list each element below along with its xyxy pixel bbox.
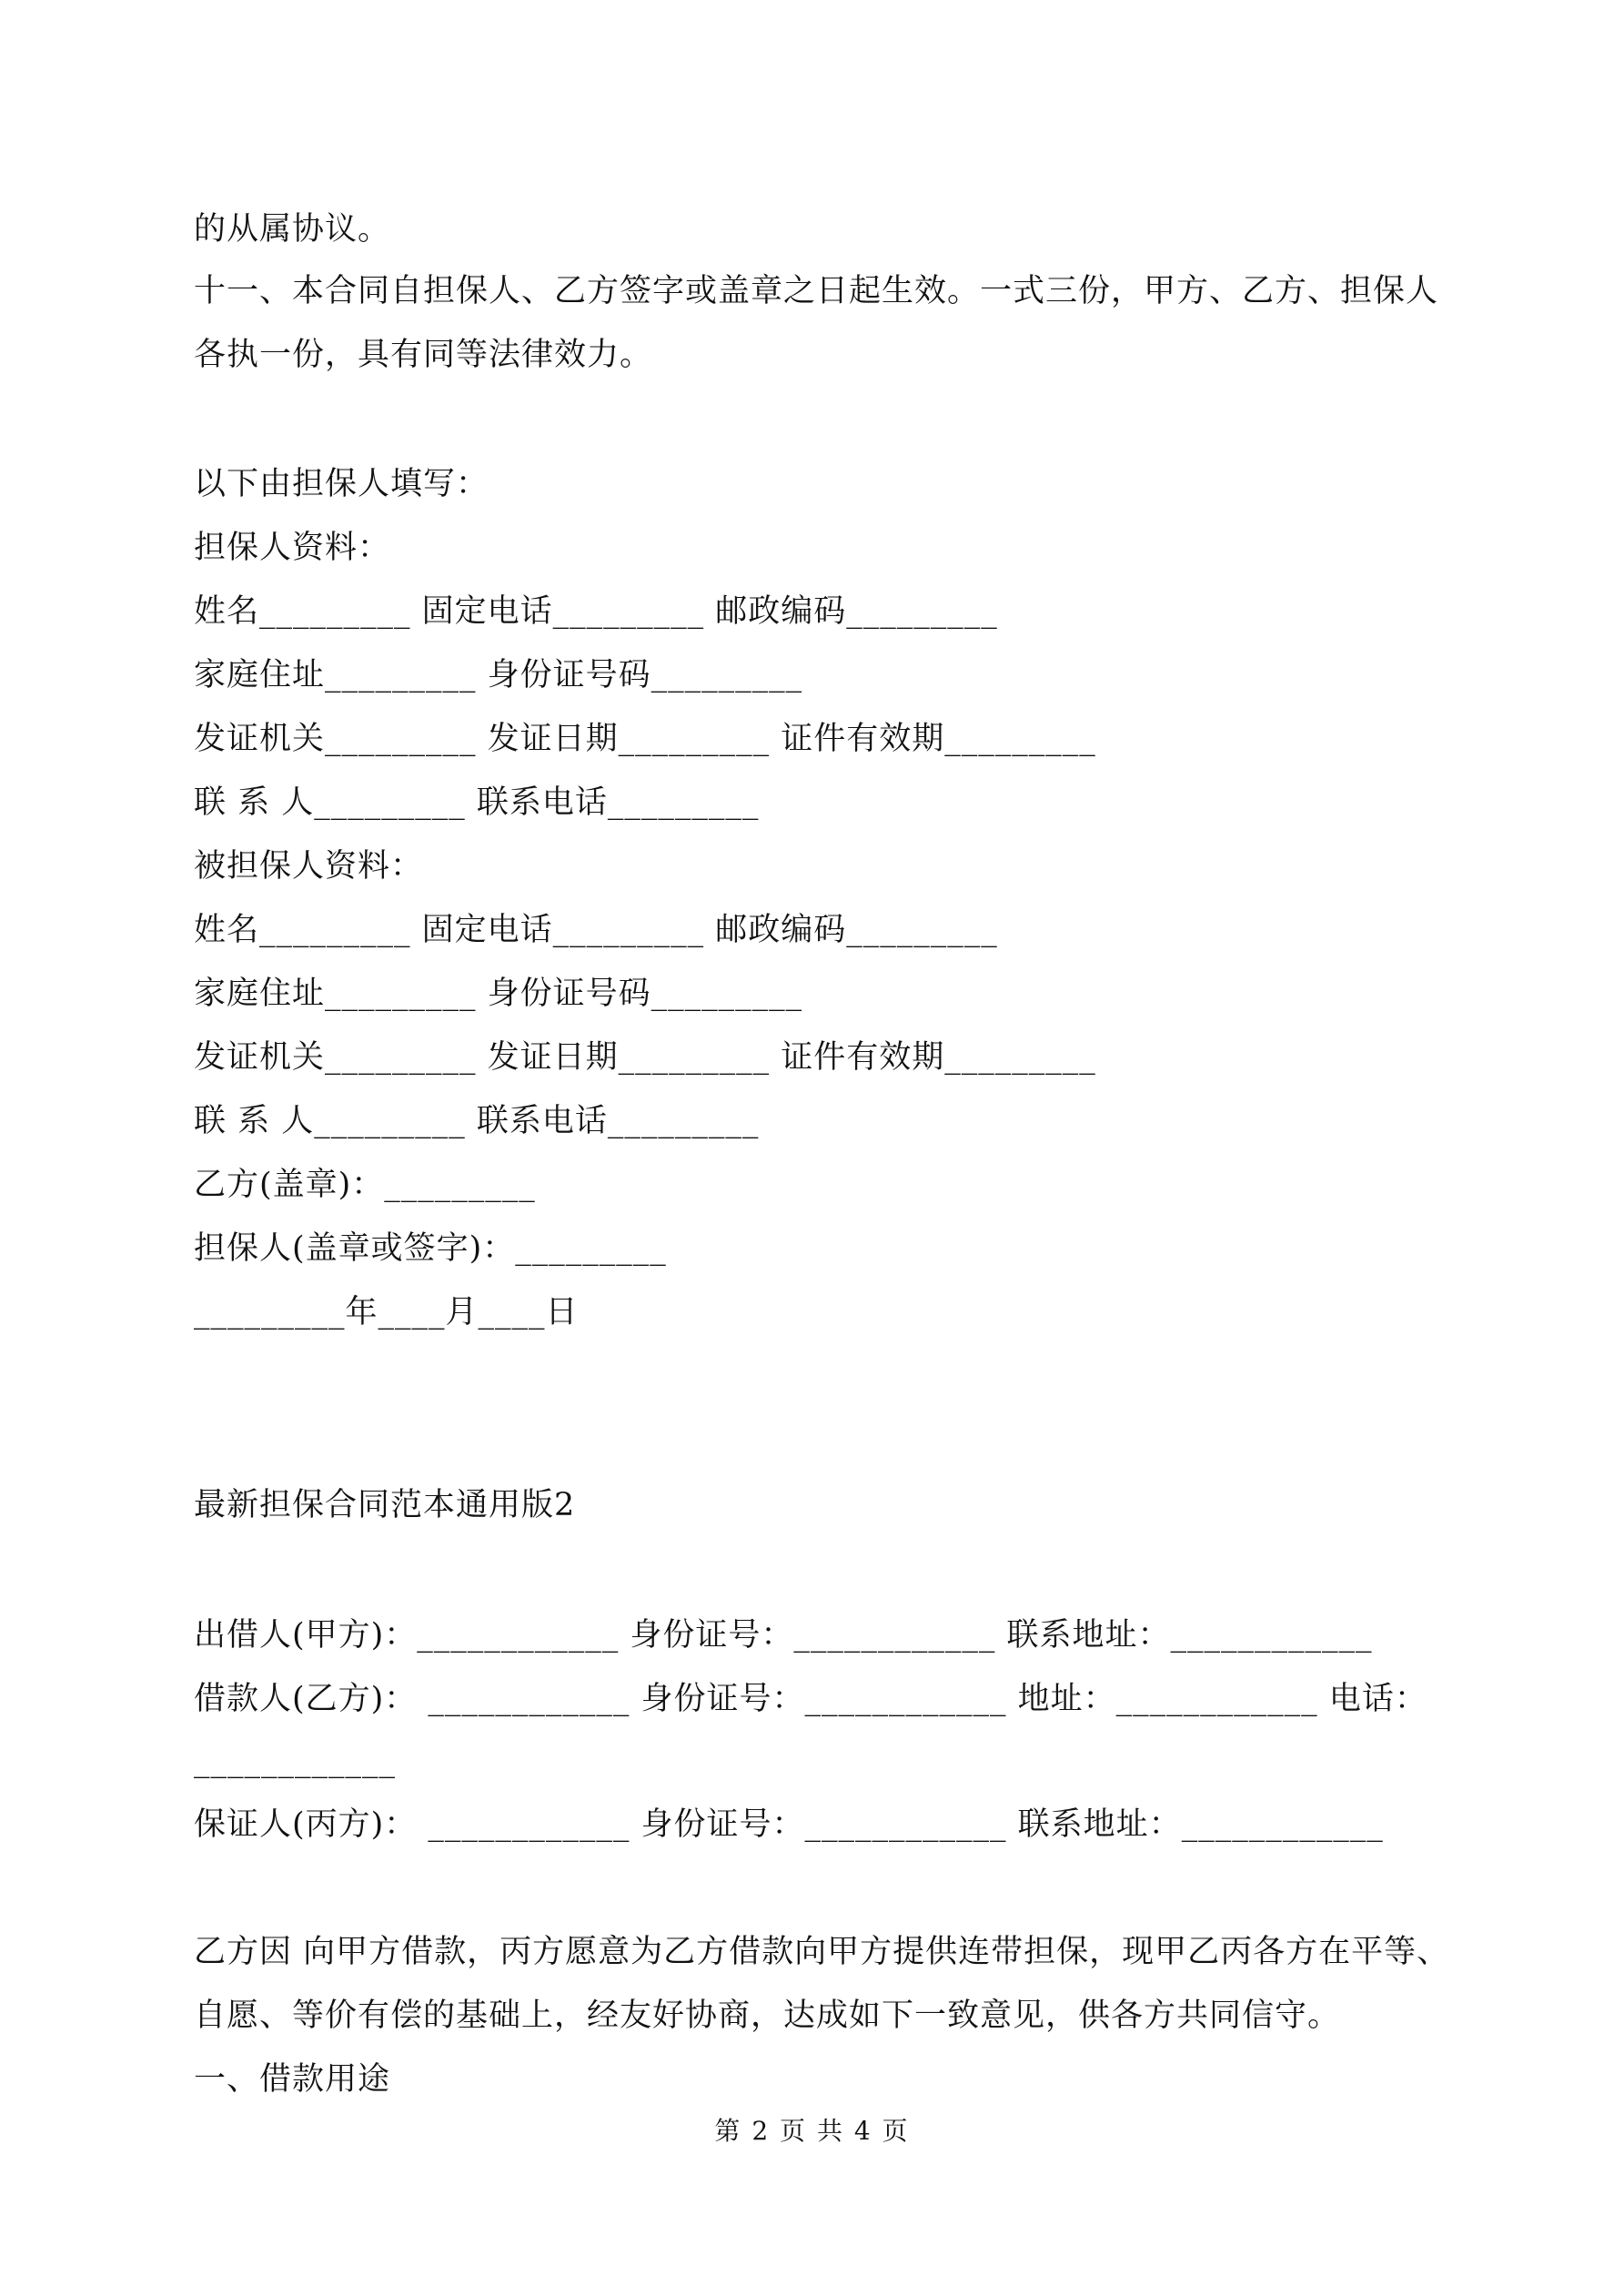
text-line-21: ____________ [194,1743,396,1779]
text-line-3: 各执一份，具有同等法律效力。 [194,337,653,373]
text-line-6: 姓名_________ 固定电话_________ 邮政编码_________ [194,593,998,630]
text-line-23: 乙方因 向甲方借款，丙方愿意为乙方借款向甲方提供连带担保，现甲乙丙各方在平等、 [194,1934,1450,1970]
text-line-13: 发证机关_________ 发证日期_________ 证件有效期_________ [194,1039,1096,1076]
text-line-25: 一、借款用途 [194,2061,391,2098]
text-line-9: 联 系 人_________ 联系电话_________ [194,784,760,821]
text-line-15: 乙方(盖章)：_________ [194,1167,536,1203]
text-line-11: 姓名_________ 固定电话_________ 邮政编码_________ [194,912,998,948]
section-title: 最新担保合同范本通用版2 [194,1487,576,1523]
text-line-19: 出借人(甲方)：____________ 身份证号：____________ 联系地址：____________ [194,1617,1373,1654]
text-line-1: 的从属协议。 [194,211,391,248]
text-line-17: _________年____月____日 [194,1294,579,1330]
text-line-8: 发证机关_________ 发证日期_________ 证件有效期_________ [194,721,1096,757]
text-line-20: 借款人(乙方)： ____________ 身份证号：____________ 地址：____________ 电话： [194,1681,1427,1717]
text-line-16: 担保人(盖章或签字)：_________ [194,1230,667,1267]
text-line-22: 保证人(丙方)： ____________ 身份证号：____________ 联系地址：____________ [194,1806,1384,1843]
text-line-10: 被担保人资料： [194,848,424,885]
text-line-14: 联 系 人_________ 联系电话_________ [194,1103,760,1139]
text-line-7: 家庭住址_________ 身份证号码_________ [194,657,803,693]
text-line-5: 担保人资料： [194,530,391,566]
text-line-12: 家庭住址_________ 身份证号码_________ [194,976,803,1012]
page-footer: 第 2 页 共 4 页 [714,2116,910,2146]
text-line-2: 十一、本合同自担保人、乙方签字或盖章之日起生效。一式三份，甲方、乙方、担保人 [194,273,1439,309]
text-line-24: 自愿、等价有偿的基础上，经友好协商，达成如下一致意见，供各方共同信守。 [194,1998,1341,2034]
text-line-4: 以下由担保人填写： [194,466,489,502]
